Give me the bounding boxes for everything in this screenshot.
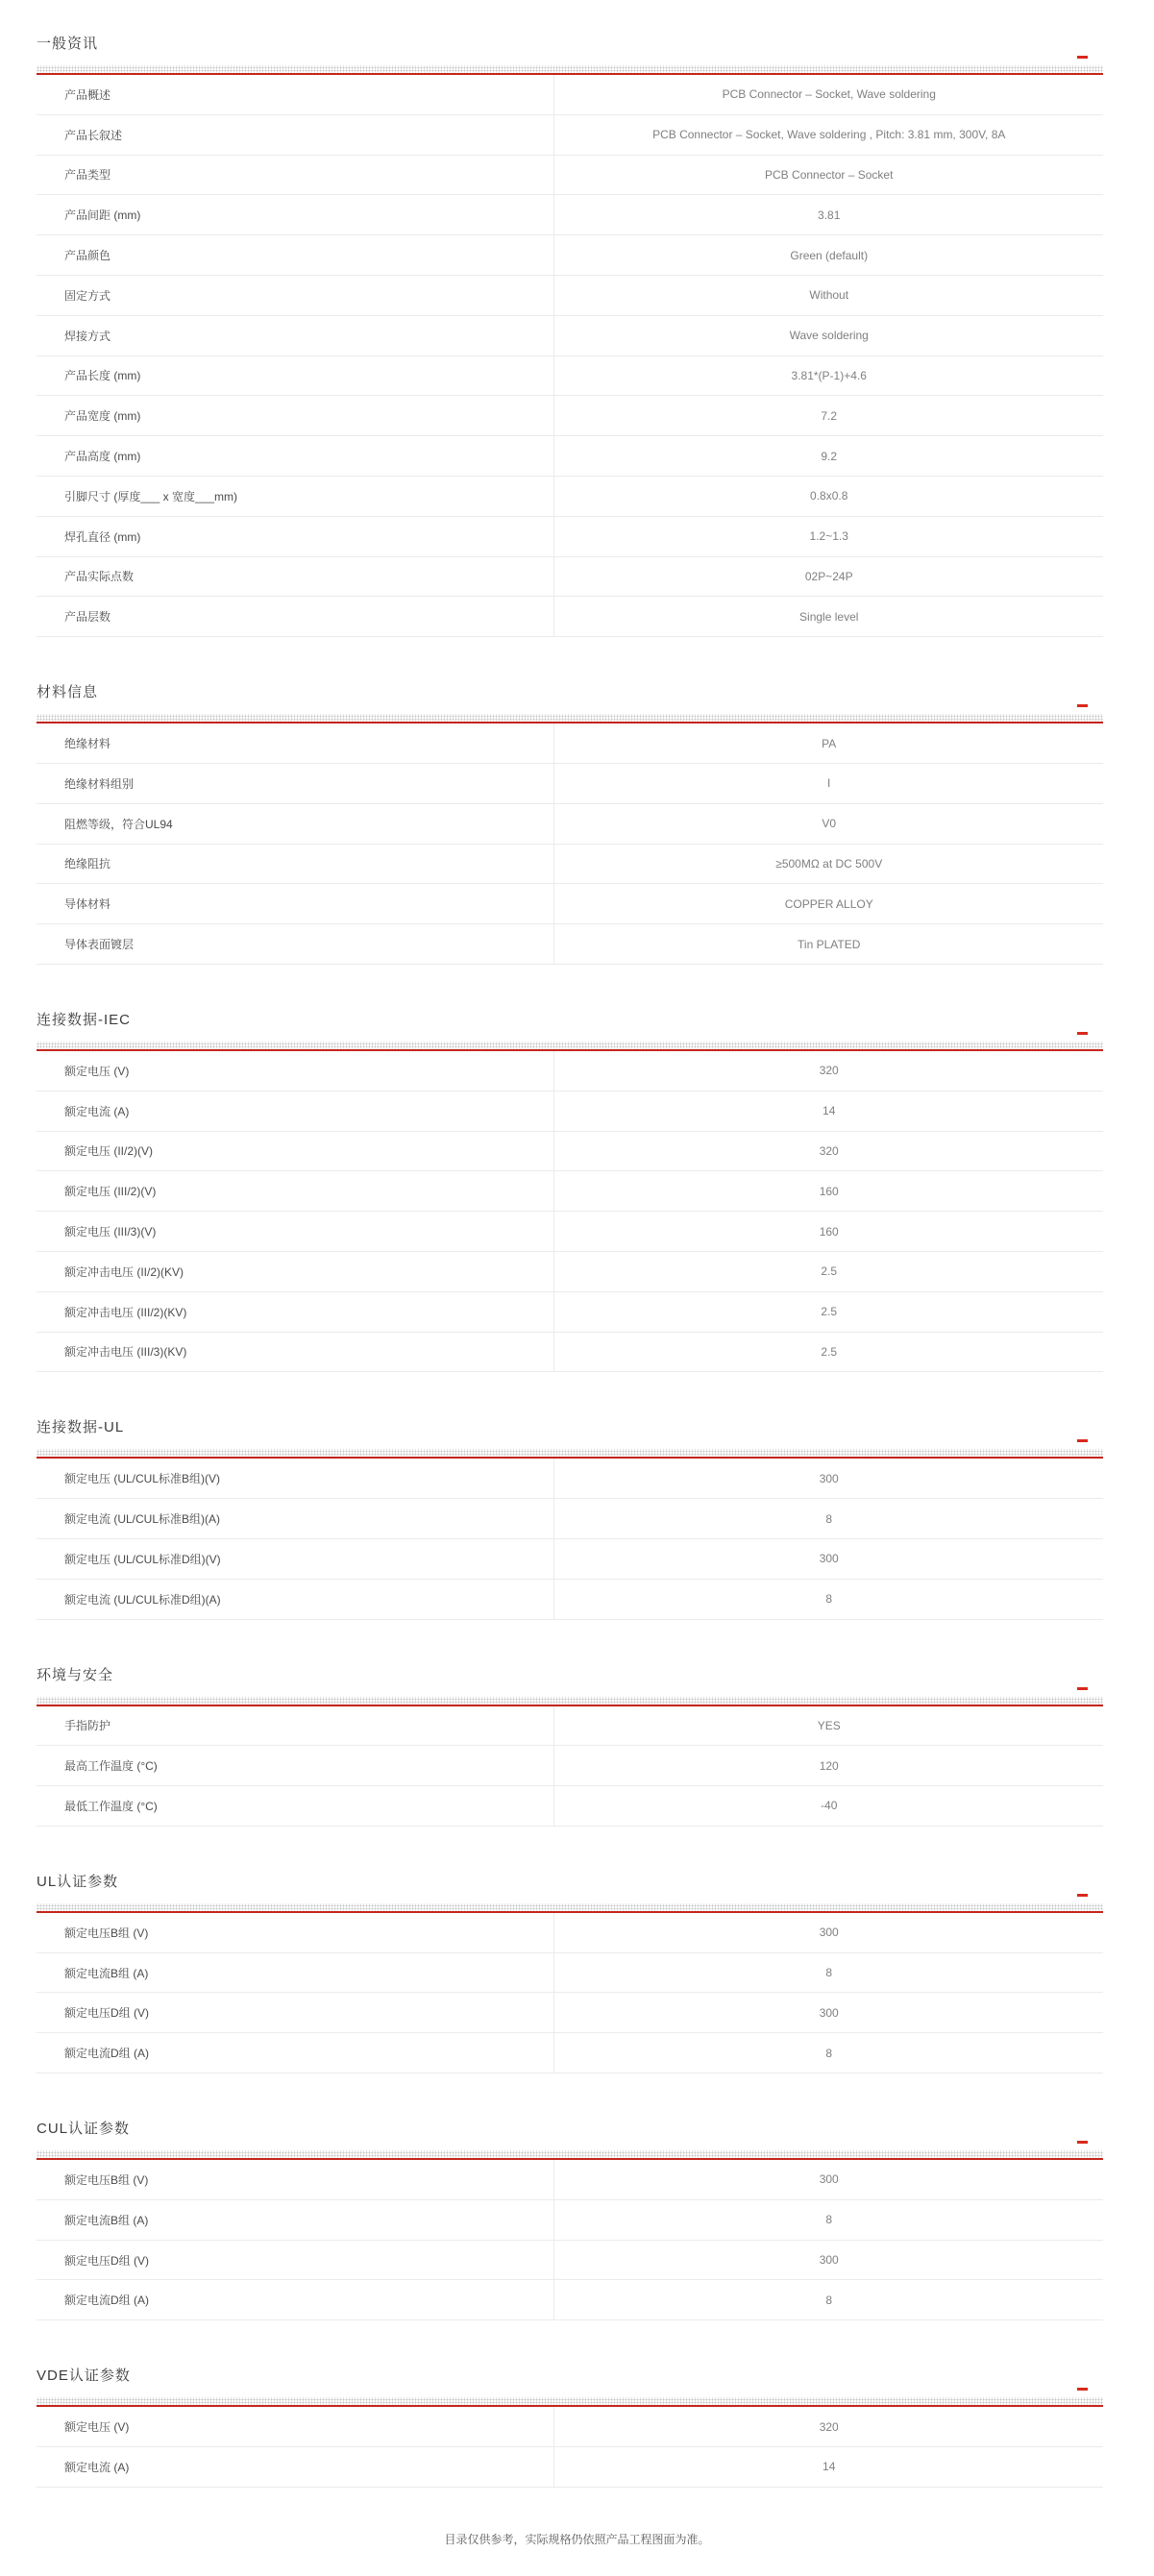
spec-label: 额定电压 (V) (37, 2407, 554, 2446)
spec-section (37, 1420, 1103, 1619)
spec-label: 额定电流 (UL/CUL标准B组)(A) (37, 1499, 554, 1538)
section-title: CUL认证参数 (37, 2121, 131, 2138)
collapse-section-button[interactable] (1074, 52, 1088, 61)
spec-value: 14 (823, 1104, 836, 1118)
spec-value: 8 (825, 1511, 833, 1526)
table-row (37, 235, 1103, 276)
spec-label: 额定电流D组 (A) (37, 2033, 554, 2073)
dotted-divider (37, 1903, 1103, 1911)
spec-label: 额定电压D组 (V) (37, 2241, 554, 2280)
spec-label: 额定电流B组 (A) (37, 2200, 554, 2240)
table-row (37, 2200, 1103, 2241)
spec-value: 300 (819, 1471, 839, 1485)
spec-value: 120 (819, 1758, 839, 1773)
table-row (37, 2447, 1103, 2488)
spec-label: 产品实际点数 (37, 557, 554, 597)
section-header (37, 1668, 1103, 1697)
spec-value: Green (default) (790, 248, 869, 262)
section-title: 连接数据-UL (37, 1419, 125, 1436)
table-row (37, 597, 1103, 637)
spec-value: 02P~24P (804, 569, 853, 583)
spec-label: 固定方式 (37, 276, 554, 315)
minus-icon (1077, 704, 1088, 707)
spec-section (37, 37, 1103, 637)
collapse-section-button[interactable] (1074, 1435, 1088, 1445)
table-row (37, 1953, 1103, 1994)
spec-label: 绝缘材料 (37, 724, 554, 763)
spec-table (37, 1913, 1103, 2073)
spec-label: 额定冲击电压 (III/2)(KV) (37, 1292, 554, 1332)
table-row (37, 2407, 1103, 2447)
minus-icon (1077, 56, 1088, 59)
section-header (37, 1013, 1103, 1042)
spec-label: 产品长度 (mm) (37, 356, 554, 396)
table-row (37, 557, 1103, 598)
spec-value: 160 (819, 1224, 839, 1239)
spec-value: 2.5 (821, 1305, 838, 1319)
table-row (37, 1706, 1103, 1747)
spec-value: 300 (819, 2253, 839, 2268)
spec-label: 额定电压 (III/3)(V) (37, 1212, 554, 1251)
spec-value: 300 (819, 2172, 839, 2187)
spec-label: 最高工作温度 (°C) (37, 1746, 554, 1785)
collapse-section-button[interactable] (1074, 2137, 1088, 2147)
collapse-section-button[interactable] (1074, 1028, 1088, 1038)
minus-icon (1077, 1894, 1088, 1897)
collapse-section-button[interactable] (1074, 2384, 1088, 2393)
section-title: VDE认证参数 (37, 2367, 131, 2385)
spec-value: PCB Connector – Socket, Wave soldering , Pitch: 3.81 mm, 300V, 8A (652, 128, 1006, 142)
spec-label: 额定冲击电压 (II/2)(KV) (37, 1252, 554, 1291)
spec-value: PCB Connector – Socket, Wave soldering (722, 87, 936, 102)
minus-icon (1077, 2141, 1088, 2144)
table-row (37, 75, 1103, 115)
dotted-divider (37, 65, 1103, 73)
spec-value: 3.81*(P-1)+4.6 (791, 368, 867, 382)
spec-label: 额定电压 (V) (37, 1051, 554, 1091)
spec-value: 300 (819, 2005, 839, 2020)
spec-value: 7.2 (821, 408, 838, 423)
minus-icon (1077, 1032, 1088, 1035)
table-row (37, 195, 1103, 235)
spec-section (37, 685, 1103, 965)
section-header (37, 1875, 1103, 1903)
spec-value: 8 (825, 2213, 833, 2227)
footer-disclaimer: 目录仅供参考，实际规格仍依照产品工程图面为准。 (444, 2532, 710, 2546)
section-header (37, 2122, 1103, 2150)
table-row (37, 1459, 1103, 1499)
table-row (37, 276, 1103, 316)
spec-value: 8 (825, 2046, 833, 2060)
spec-label: 导体表面镀层 (37, 924, 554, 964)
section-header (37, 1420, 1103, 1449)
spec-label: 焊孔直径 (mm) (37, 517, 554, 556)
table-row (37, 1212, 1103, 1252)
minus-icon (1077, 1439, 1088, 1442)
table-row (37, 1580, 1103, 1620)
table-row (37, 1913, 1103, 1953)
table-row (37, 115, 1103, 156)
table-row (37, 1292, 1103, 1333)
spec-label: 引脚尺寸 (厚度___ x 宽度___mm) (37, 477, 554, 516)
spec-value: Tin PLATED (798, 937, 861, 951)
table-row (37, 1499, 1103, 1539)
spec-value: 3.81 (818, 208, 841, 222)
table-row (37, 2033, 1103, 2073)
table-row (37, 1746, 1103, 1786)
spec-label: 产品概述 (37, 75, 554, 114)
spec-label: 产品间距 (mm) (37, 195, 554, 234)
spec-label: 额定电压 (III/2)(V) (37, 1171, 554, 1211)
table-row (37, 477, 1103, 517)
spec-value: COPPER ALLOY (784, 896, 873, 911)
table-row (37, 884, 1103, 924)
spec-value: 1.2~1.3 (809, 529, 848, 544)
dotted-divider (37, 1042, 1103, 1049)
spec-section (37, 1668, 1103, 1827)
spec-label: 焊接方式 (37, 316, 554, 356)
spec-label: 绝缘材料组别 (37, 764, 554, 803)
spec-table (37, 1706, 1103, 1827)
spec-value: 160 (819, 1184, 839, 1198)
table-row (37, 316, 1103, 356)
collapse-section-button[interactable] (1074, 700, 1088, 710)
dotted-divider (37, 2150, 1103, 2158)
spec-value: Single level (799, 609, 859, 624)
section-header (37, 685, 1103, 714)
table-row (37, 924, 1103, 965)
spec-value: Without (809, 288, 849, 303)
spec-value: 2.5 (821, 1344, 838, 1359)
section-title: 环境与安全 (37, 1666, 114, 1683)
spec-label: 额定电压 (UL/CUL标准B组)(V) (37, 1459, 554, 1498)
table-row (37, 1539, 1103, 1580)
spec-label: 额定电压D组 (V) (37, 1993, 554, 2032)
section-header (37, 37, 1103, 65)
spec-label: 阻燃等级，符合UL94 (37, 804, 554, 844)
spec-value: 0.8x0.8 (810, 489, 848, 503)
dotted-divider (37, 714, 1103, 722)
spec-table (37, 724, 1103, 965)
spec-table (37, 75, 1103, 637)
spec-value: 8 (825, 1966, 833, 1980)
dotted-divider (37, 2397, 1103, 2405)
spec-value: 14 (823, 2460, 836, 2474)
spec-value: 9.2 (821, 449, 838, 463)
spec-label: 额定电压B组 (V) (37, 2160, 554, 2199)
section-header (37, 2368, 1103, 2397)
table-row (37, 724, 1103, 764)
dotted-divider (37, 1449, 1103, 1457)
table-row (37, 156, 1103, 196)
spec-label: 产品层数 (37, 597, 554, 636)
spec-value: -40 (821, 1799, 838, 1813)
spec-value: 300 (819, 1926, 839, 1940)
table-row (37, 396, 1103, 436)
spec-value: Wave soldering (789, 329, 869, 343)
table-row (37, 1252, 1103, 1292)
table-row (37, 845, 1103, 885)
spec-section (37, 2122, 1103, 2320)
spec-value: ≥500MΩ at DC 500V (775, 856, 883, 871)
spec-label: 额定电流B组 (A) (37, 1953, 554, 1993)
table-row (37, 2280, 1103, 2320)
spec-value: 320 (819, 1064, 839, 1078)
section-title: UL认证参数 (37, 1873, 119, 1890)
spec-value: PCB Connector – Socket (765, 167, 894, 182)
spec-table (37, 1051, 1103, 1372)
spec-label: 产品颜色 (37, 235, 554, 275)
spec-value: V0 (822, 817, 837, 831)
spec-section (37, 1875, 1103, 2073)
spec-value: 320 (819, 2419, 839, 2434)
section-title: 连接数据-IEC (37, 1011, 132, 1028)
spec-value: 300 (819, 1552, 839, 1566)
collapse-section-button[interactable] (1074, 1890, 1088, 1900)
spec-value: PA (822, 736, 837, 750)
table-row (37, 517, 1103, 557)
table-row (37, 804, 1103, 845)
spec-label: 额定电流 (UL/CUL标准D组)(A) (37, 1580, 554, 1619)
table-row (37, 1333, 1103, 1373)
spec-label: 额定冲击电压 (III/3)(KV) (37, 1333, 554, 1372)
dotted-divider (37, 1697, 1103, 1705)
spec-table (37, 2407, 1103, 2488)
spec-label: 额定电压 (II/2)(V) (37, 1132, 554, 1171)
spec-value: 2.5 (821, 1264, 838, 1279)
spec-value: I (827, 776, 831, 791)
collapse-section-button[interactable] (1074, 1683, 1088, 1693)
spec-section (37, 1013, 1103, 1372)
table-row (37, 764, 1103, 804)
spec-label: 最低工作温度 (°C) (37, 1786, 554, 1826)
spec-table (37, 1459, 1103, 1619)
spec-table (37, 2160, 1103, 2320)
spec-label: 导体材料 (37, 884, 554, 923)
table-row (37, 2241, 1103, 2281)
table-row (37, 436, 1103, 477)
spec-label: 手指防护 (37, 1706, 554, 1746)
spec-value: 320 (819, 1143, 839, 1158)
table-row (37, 1092, 1103, 1132)
spec-label: 产品长叙述 (37, 115, 554, 155)
spec-section (37, 2368, 1103, 2488)
spec-label: 产品宽度 (mm) (37, 396, 554, 435)
spec-label: 额定电压B组 (V) (37, 1913, 554, 1952)
spec-sheet (37, 0, 1103, 2488)
spec-label: 额定电压 (UL/CUL标准D组)(V) (37, 1539, 554, 1579)
table-row (37, 1171, 1103, 1212)
section-title: 材料信息 (37, 684, 99, 701)
spec-label: 额定电流 (A) (37, 2447, 554, 2487)
spec-label: 额定电流D组 (A) (37, 2280, 554, 2319)
table-row (37, 356, 1103, 397)
table-row (37, 1786, 1103, 1827)
sections-container (37, 37, 1103, 2488)
minus-icon (1077, 2388, 1088, 2391)
spec-value: YES (817, 1718, 841, 1732)
spec-value: 8 (825, 2293, 833, 2307)
table-row (37, 1051, 1103, 1092)
table-row (37, 1132, 1103, 1172)
spec-value: 8 (825, 1592, 833, 1607)
spec-label: 绝缘阻抗 (37, 845, 554, 884)
spec-label: 产品类型 (37, 156, 554, 195)
spec-label: 额定电流 (A) (37, 1092, 554, 1131)
table-row (37, 2160, 1103, 2200)
table-row (37, 1993, 1103, 2033)
minus-icon (1077, 1687, 1088, 1690)
spec-label: 产品高度 (mm) (37, 436, 554, 476)
section-title: 一般资讯 (37, 36, 99, 52)
